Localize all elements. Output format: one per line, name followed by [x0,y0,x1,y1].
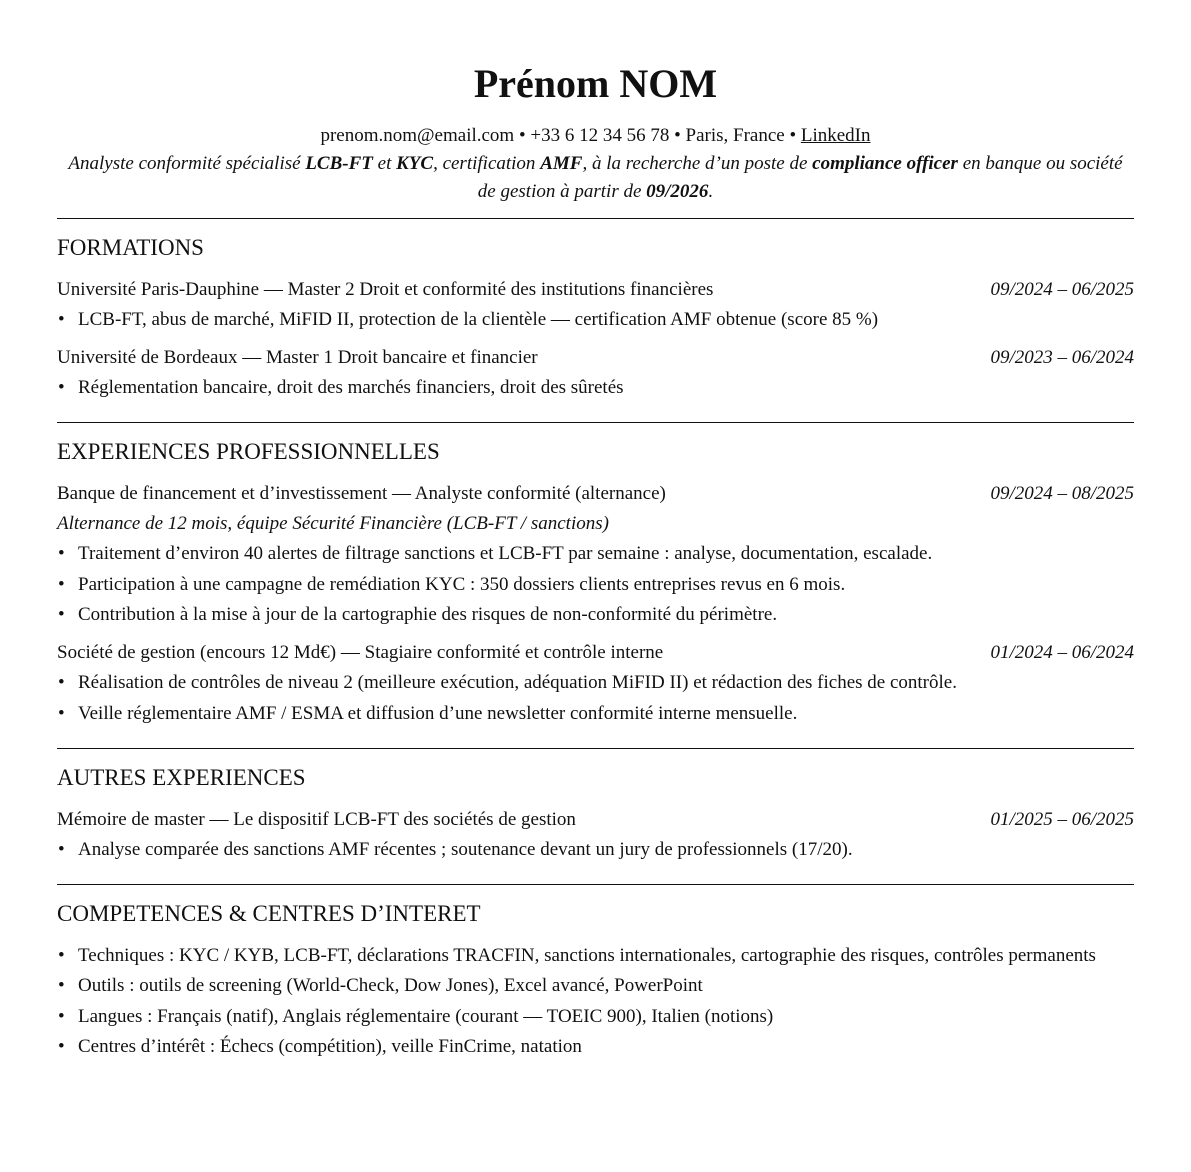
profile-summary [57,150,1134,206]
bullet-item: • LCB-FT, abus de marché, MiFID II, protection de la clientèle — certification AMF obtenue (score 85 %) [57,306,1134,334]
summary-keyword: AMF [540,153,583,174]
linkedin-link[interactable]: LinkedIn [800,125,871,146]
summary-keyword: 09/2026 [646,181,709,202]
summary-text: , certification [433,153,541,174]
entry-bullets [57,374,1134,402]
section-title: COMPETENCES & CENTRES D’INTERET [57,900,481,926]
entry-heading: Université de Bordeaux — Master 1 Droit bancaire et financier [57,347,538,368]
email-text: prenom.nom@email.com [320,125,515,146]
entry-bullets [57,306,1134,334]
entry-subtitle: Alternance de 12 mois, équipe Sécurité Financière (LCB-FT / sanctions) [57,513,609,534]
bullet-item: • Traitement d’environ 40 alertes de filtrage sanctions et LCB-FT par semaine : analyse, documentation, escalade. [57,540,1134,568]
summary-text: en banque ou société de gestion à partir de [477,153,1123,202]
entry-header [57,480,1134,508]
summary-keyword: KYC [396,153,434,174]
section-formations [57,219,1134,422]
entry-date: 09/2023 – 06/2024 [990,347,1134,368]
bullet-item: • Veille réglementaire AMF / ESMA et diffusion d’une newsletter conformité interne mensuelle. [57,700,1134,728]
formation-entry [57,276,1134,334]
entry-bullets [57,669,1134,728]
separator: • [784,125,801,146]
skills-list [57,942,1134,1062]
entry-header [57,344,1134,372]
bullet-item: • Réalisation de contrôles de niveau 2 (meilleure exécution, adéquation MiFID II) et rédaction des fiches de contrôle. [57,669,1134,697]
summary-text: . [708,181,714,202]
skill-item: • Langues : Français (natif), Anglais réglementaire (courant — TOEIC 900), Italien (notions) [57,1003,1134,1031]
entry-header [57,639,1134,667]
section-title: AUTRES EXPERIENCES [57,764,306,790]
bullet-item: • Contribution à la mise à jour de la cartographie des risques de non-conformité du périmètre. [57,601,1134,629]
entry-date: 09/2024 – 06/2025 [990,279,1134,300]
location-text: Paris, France [685,125,785,146]
entry-header [57,806,1134,834]
phone-text: +33 6 12 34 56 78 [530,125,670,146]
entry-date: 01/2025 – 06/2025 [990,808,1134,830]
candidate-name: Prénom NOM [473,61,718,106]
summary-text: et [372,153,397,174]
other-entry [57,806,1134,864]
entry-date: 01/2024 – 06/2024 [990,642,1134,663]
contact-line [57,122,1134,150]
section-experiences [57,423,1134,748]
entry-header [57,276,1134,304]
section-title: EXPERIENCES PROFESSIONNELLES [57,439,440,464]
skill-item: • Outils : outils de screening (World-Check, Dow Jones), Excel avancé, PowerPoint [57,972,1134,1000]
experience-entry [57,480,1134,629]
bullet-item: • Réglementation bancaire, droit des marchés financiers, droit des sûretés [57,374,1134,402]
summary-text: Analyste conformité spécialisé [68,153,306,174]
bullet-item: • Participation à une campagne de remédiation KYC : 350 dossiers clients entreprises revus en 6 mois. [57,571,1134,599]
section-autres [57,749,1134,884]
section-title: FORMATIONS [57,235,204,260]
entry-date: 09/2024 – 08/2025 [990,483,1134,504]
entry-heading: Société de gestion (encours 12 Md€) — Stagiaire conformité et contrôle interne [57,642,664,663]
section-competences [57,885,1134,1074]
entry-heading: Mémoire de master — Le dispositif LCB-FT des sociétés de gestion [57,808,576,830]
skill-item: • Centres d’intérêt : Échecs (compétition), veille FinCrime, natation [57,1033,1134,1061]
separator: • [514,125,531,146]
separator: • [669,125,686,146]
summary-text: , à la recherche d’un poste de [582,153,813,174]
entry-bullets [57,540,1134,629]
resume-page [57,0,1134,1074]
bullet-item: • Analyse comparée des sanctions AMF récentes ; soutenance devant un jury de professionnels (17/20). [57,836,1134,864]
summary-keyword: compliance officer [812,153,958,174]
summary-keyword: LCB-FT [305,153,373,174]
entry-heading: Banque de financement et d’investissement — Analyste conformité (alternance) [57,483,666,504]
experience-entry [57,639,1134,728]
entry-heading: Université Paris-Dauphine — Master 2 Droit et conformité des institutions financières [57,279,714,300]
entry-bullets [57,836,1134,864]
formation-entry [57,344,1134,402]
skill-item: • Techniques : KYC / KYB, LCB-FT, déclarations TRACFIN, sanctions internationales, cartographie des risques, contrôles permanents [57,942,1134,970]
